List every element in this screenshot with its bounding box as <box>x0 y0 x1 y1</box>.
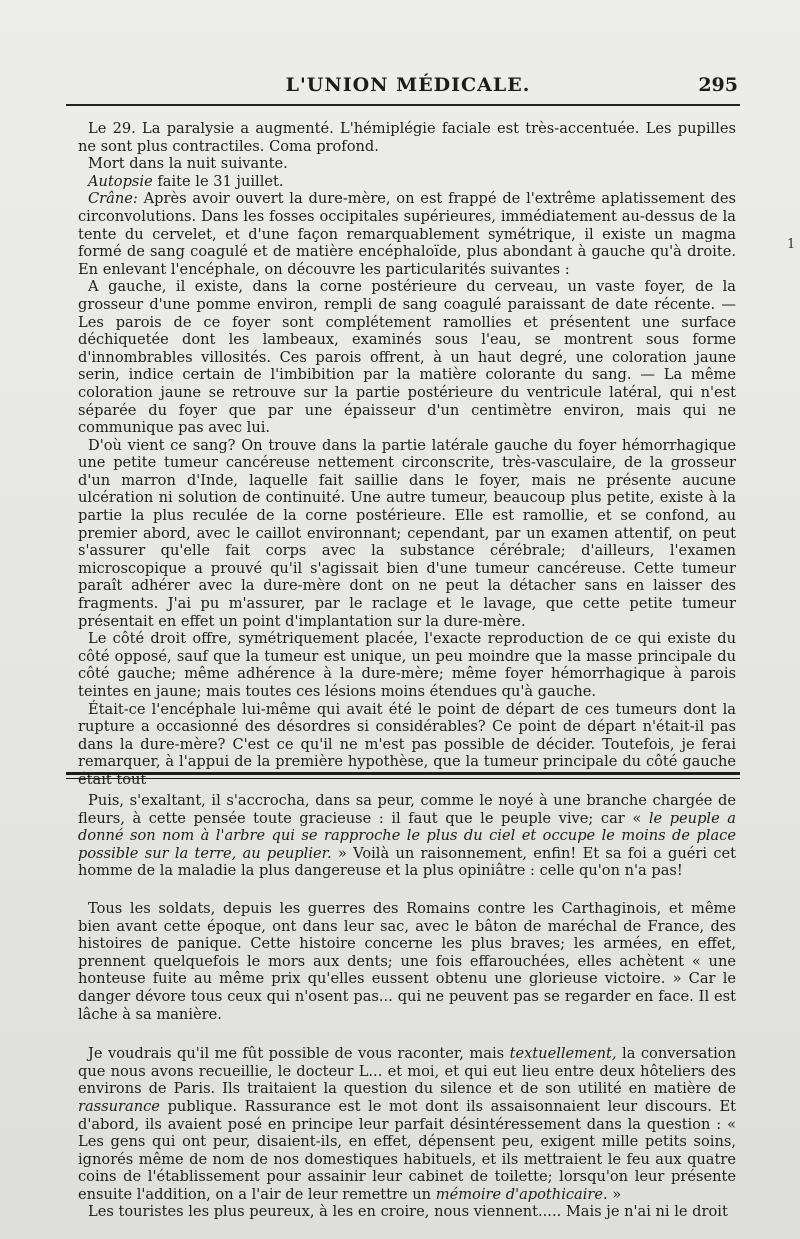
paragraph: Le 29. La paralysie a augmenté. L'hémiplégie faciale est très-accentuée. Les pupilles ne sont plus contractiles. Coma profond. <box>78 120 736 155</box>
feuilleton-divider <box>66 772 740 779</box>
text-run: faite le 31 juillet. <box>152 172 284 190</box>
italic-run: le peuple a donné son nom à l'arbre qui se rapproche le plus du ciel et occupe le moins de place possible sur la terre, au peuplier. <box>78 809 736 862</box>
text-run: » <box>607 1185 622 1203</box>
margin-mark: 1 <box>787 237 796 252</box>
text-run: la conversation que nous avons recueillie, le docteur L... et moi, et qui eut lieu entre deux hôteliers des environs de Paris. Ils traitaient la question du silence et de son utilité en matière de <box>78 1045 736 1098</box>
medical-case-section <box>78 120 736 789</box>
text-run: Je voudrais qu'il me fût possible de vous raconter, mais <box>88 1045 510 1063</box>
paragraph: Le côté droit offre, symétriquement placée, l'exacte reproduction de ce qui existe du côté opposé, sauf que la tumeur est unique, un peu moindre que la masse principale du côté gauche; même adhérence à la dure-mère; même foyer hémorrhagique à parois teintes en jaune; mais toutes ces lésions moins étendues qu'à gauche. <box>78 630 736 700</box>
paragraph <box>78 173 736 191</box>
paragraph: Les touristes les plus peureux, à les en croire, nous viennent..... Mais je n'ai ni le droit <box>88 1203 728 1221</box>
text-run: » Voilà un raisonnement, enfin! Et sa foi a guéri cet homme de la maladie la plus dangereuse et la plus opiniâtre : celle qu'on n'a pas! <box>78 844 736 880</box>
paragraph: Mort dans la nuit suivante. <box>88 155 288 173</box>
paragraph <box>78 190 736 278</box>
paragraph <box>78 1045 736 1203</box>
text-run: Puis, s'exaltant, il s'accrocha, dans sa peur, comme le noyé à une branche chargée de fleurs, à cette pensée toute gracieuse : il faut que le peuple vive; car « <box>78 792 736 827</box>
italic-run: rassurance <box>78 1097 160 1115</box>
italic-run: mémoire d'apothicaire. <box>435 1185 608 1203</box>
paragraph: Était-ce l'encéphale lui-même qui avait été le point de départ de ces tumeurs dont la rupture a occasionné des désordres si considérables? Ce point de départ n'était-il pas dans la dure-mère? C'est ce qu'il ne m'est pas possible de décider. Toutefois, je ferai remarquer, à l'appui de la première hypothèse, que la tumeur principale du côté gauche était tout <box>78 700 736 788</box>
header-rule <box>66 104 740 106</box>
page-header <box>78 70 738 100</box>
paragraph <box>78 792 736 880</box>
paragraph: Tous les soldats, depuis les guerres des Romains contre les Carthaginois, et même bien avant cette époque, ont dans leur sac, avec le bâton de maréchal de France, des histoires de panique. Cette histoire concerne les plus braves; les armées, en effet, prennent quelquefois le mors aux dents; une fois effarouchées, elles achètent « une honteuse fuite au même prix qu'elles eussent obtenu une glorieuse victoire. » Car le danger dévore tous ceux qui n'osent pas... qui ne peuvent pas se regarder en face. Il est lâche à sa manière. <box>78 899 736 1023</box>
paragraph: A gauche, il existe, dans la corne postérieure du cerveau, un vaste foyer, de la grosseur d'une pomme environ, rempli de sang coagulé paraissant de date récente. — Les parois de ce foyer sont complétement ramollies et présentent une surface déchiquetée dont les lambeaux, examinés sous l'eau, se montrent sous forme d'innombrables villosités. Ces parois offrent, à un haut degré, une coloration jaune serin, indice certain de l'imbibition par la matière colorante du sang. — La même coloration jaune se retrouve sur la partie postérieure du ventricule latéral, qui n'est séparée du foyer que par une épaisseur d'un centimètre environ, mais qui ne communique pas avec lui. <box>78 278 736 437</box>
feuilleton-section <box>78 792 736 1221</box>
text-run: Après avoir ouvert la dure-mère, on est frappé de l'extrême aplatissement des circonvolutions. Dans les fosses occipitales supérieures, immédiatement au-dessus de la tente du cervelet, et d'une façon remarquablement symétrique, il existe un magma formé de sang coagulé et de matière encéphaloïde, plus abondant à gauche qu'à droite. En enlevant l'encéphale, on découvre les particularités suivantes : <box>78 190 736 278</box>
paragraph: D'où vient ce sang? On trouve dans la partie latérale gauche du foyer hémorrhagique une petite tumeur cancéreuse nettement circonscrite, très-vasculaire, de la grosseur d'un marron d'Inde, laquelle fait saillie dans le foyer, mais ne présente aucune ulcération ni solution de continuité. Une autre tumeur, beaucoup plus petite, existe à la partie la plus reculée de la corne postérieure. Elle est ramollie, et se confond, au premier abord, avec le caillot environnant; cependant, par un examen attentif, on peut s'assurer qu'elle fait corps avec la substance cérébrale; d'ailleurs, l'examen microscopique a prouvé qu'il s'agissait bien d'une tumeur cancéreuse. Cette tumeur paraît adhérer avec la dure-mère dont on ne peut la détacher sans en laisser des fragments. J'ai pu m'assurer, par le raclage et le lavage, que cette petite tumeur présentait en effet un point d'implantation sur la dure-mère. <box>78 436 736 630</box>
italic-run: Autopsie <box>88 172 153 190</box>
journal-title: L'UNION MÉDICALE. <box>285 74 531 96</box>
italic-run: Crâne: <box>88 190 138 208</box>
text-run: publique. Rassurance est le mot dont ils assaisonnaient leur discours. Et d'abord, ils avaient posé en principe leur parfait désintéressement dans la question : « Les gens qui ont peur, disaient-ils, en effet, dépensent peu, exigent mille petits soins, ignorés même de nom de nos domestiques habituels, et ils mettraient le feu aux quatre coins de l'établissement pour assainir leur cabinet de toilette; lorsqu'on leur présente ensuite l'addition, on a l'air de leur remettre un <box>78 1097 736 1203</box>
page-number: 295 <box>698 74 738 96</box>
italic-run: textuellement, <box>509 1045 617 1063</box>
